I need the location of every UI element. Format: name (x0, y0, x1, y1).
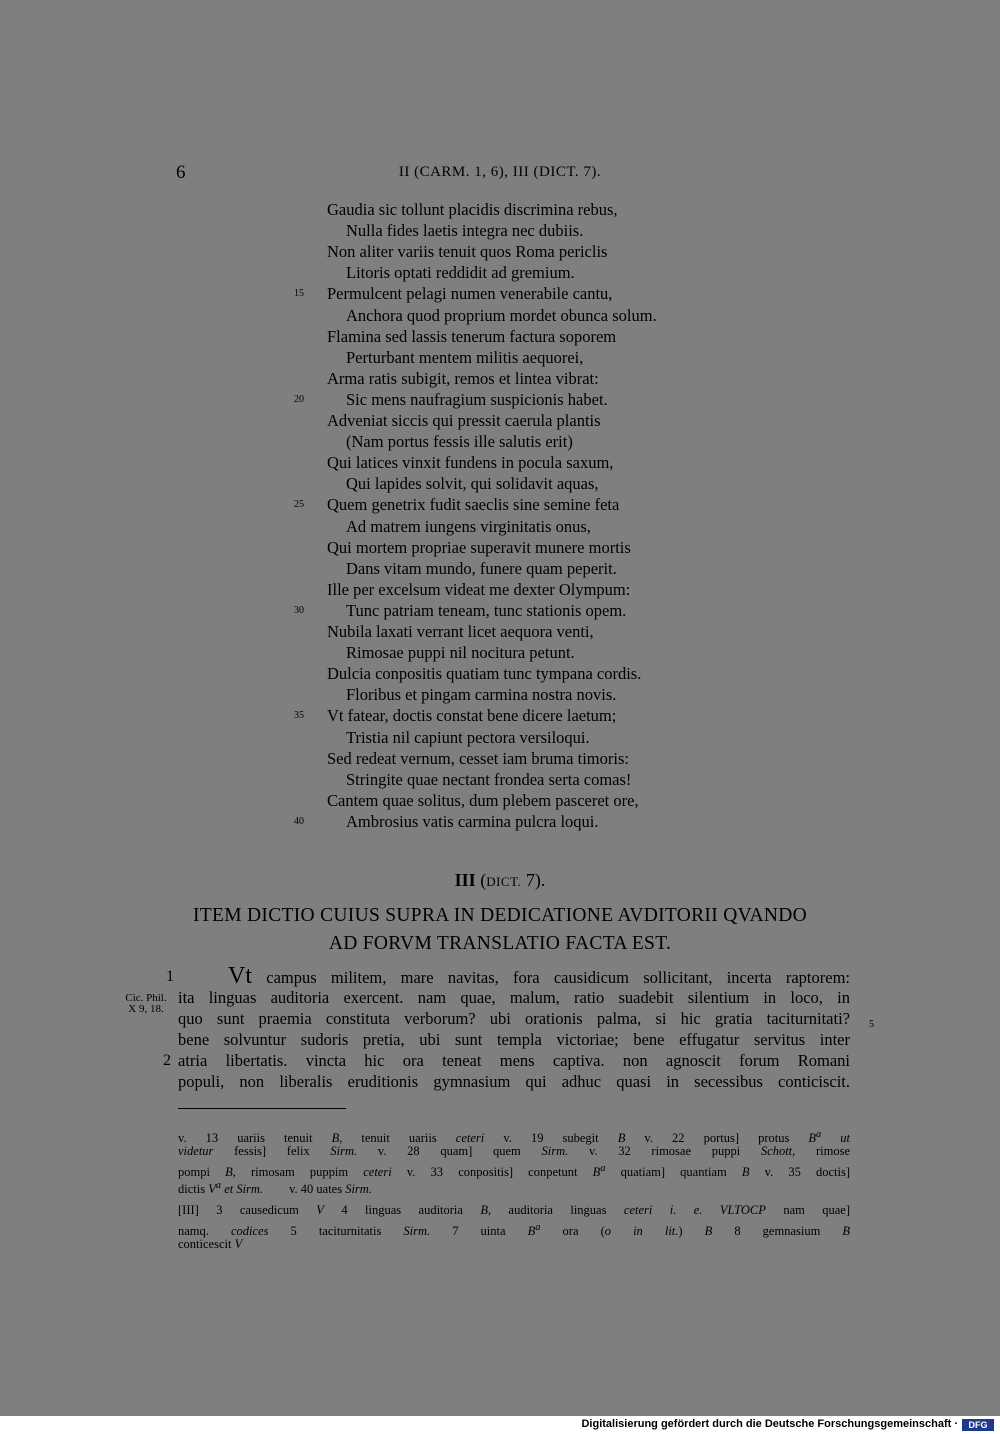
verse-text: Dulcia conpositis quatiam tunc tympana cordis. (327, 664, 642, 683)
section-dict-open: ( (480, 870, 487, 890)
verse-text: Quem genetrix fudit saeclis sine semine feta (327, 495, 620, 514)
verse-text: Cantem quae solitus, dum plebem pasceret ore, (327, 791, 639, 810)
verse-text: Litoris optati reddidit ad gremium. (346, 263, 575, 282)
page-header (0, 162, 1000, 186)
verse-text: Sic mens naufragium suspicionis habet. (346, 390, 608, 409)
apparatus-line: dictis $V^a$ et Sirm. v. 40 uates Sirm. (178, 1180, 372, 1197)
section-heading (0, 870, 1000, 891)
prose-line: quo sunt praemia constituta verborum? ubi orationis palma, si hic gratia taciturnitati? (178, 1009, 850, 1028)
verse-text: Qui mortem propriae superavit munere mortis (327, 538, 631, 557)
verse-text: Permulcent pelagi numen venerabile cantu, (327, 284, 613, 303)
verse-text: Arma ratis subigit, remos et lintea vibrat: (327, 369, 599, 388)
verse-text: Stringite quae nectant frondea serta comas! (346, 770, 632, 789)
running-title: II (CARM. 1, 6), III (DICT. 7). (398, 164, 602, 180)
verse-text: Floribus et pingam carmina nostra novis. (346, 685, 617, 704)
verse-text: Flamina sed lassis tenerum factura soporem (327, 327, 617, 346)
verse-text: Non aliter variis tenuit quos Roma periclis (327, 242, 608, 261)
paragraph-number-1: 1 (166, 968, 174, 985)
initial-letters: Vt (228, 963, 252, 989)
margin-citation: Cic. Phil. X 9, 18. (125, 992, 167, 1015)
verse-text: Anchora quod proprium mordet obunca solum. (346, 306, 657, 325)
verse-text: Gaudia sic tollunt placidis discrimina rebus, (327, 200, 618, 219)
prose-text (178, 963, 850, 1092)
verse-line-number: 20 (294, 394, 304, 405)
prose-line-1-text: campus militem, mare navitas, fora causidicum sollicitant, incerta raptorem: (252, 968, 850, 987)
verse-text: Tunc patriam teneam, tunc stationis opem. (346, 601, 627, 620)
critical-apparatus (178, 1126, 850, 1253)
verse-text: Ad matrem iungens virginitatis onus, (346, 517, 591, 536)
apparatus-line: [III] 3 causedicum V 4 linguas auditoria B, auditoria linguas ceteri i. e. VLTOCP nam quae] (178, 1203, 850, 1217)
verse-text: Adveniat siccis qui pressit caerula plantis (327, 411, 601, 430)
verse-text: Nubila laxati verrant licet aequora venti, (327, 622, 594, 641)
line-number-5: 5 (869, 1019, 874, 1030)
verse-line-number: 40 (294, 816, 304, 827)
prose-line (178, 963, 850, 989)
verse-line-number: 30 (294, 605, 304, 616)
apparatus-line: videtur fessis] felix Sirm. v. 28 quam] quem Sirm. v. 32 rimosae puppi Schott, rimose (178, 1144, 851, 1158)
verse-text: Ille per excelsum videat me dexter Olympum: (327, 580, 631, 599)
verse-line-number: 35 (294, 710, 304, 721)
verse-text: (Nam portus fessis ille salutis erit) (346, 432, 573, 451)
section-numeral: III (454, 870, 476, 890)
verse-text: Qui lapides solvit, qui solidavit aquas, (346, 474, 599, 493)
verse-text: Rimosae puppi nil nocitura petunt. (346, 643, 575, 662)
verse-text: Nulla fides laetis integra nec dubiis. (346, 221, 584, 240)
section-title-line-1: ITEM DICTIO CUIUS SUPRA IN DEDICATIONE AVDITORII QVANDO (193, 905, 807, 926)
funding-notice: Digitalisierung gefördert durch die Deutsche Forschungsgemeinschaft · (581, 1418, 958, 1430)
verse-text: Qui latices vinxit fundens in pocula saxum, (327, 453, 614, 472)
section-dict-close: 7). (521, 870, 546, 890)
dfg-logo: DFG (962, 1419, 994, 1431)
section-dict-label: DICT. (486, 874, 522, 889)
verse-text: Dans vitam mundo, funere quam peperit. (346, 559, 617, 578)
prose-line: atria libertatis. vincta hic ora teneat mens captiva. non agnoscit forum Romani (178, 1051, 850, 1070)
page-number: 6 (176, 162, 186, 183)
prose-line: bene solvuntur sudoris pretia, ubi sunt templa victoriae; bene effugatur servitus inter (178, 1030, 850, 1049)
verse-text: Sed redeat vernum, cesset iam bruma timoris: (327, 749, 629, 768)
verse-line-number: 15 (294, 288, 304, 299)
apparatus-line: v. 13 uariis tenuit B, tenuit uariis ceteri v. 19 subegit B v. 22 portus] protus $B^a$ ut (178, 1129, 851, 1146)
verse-text: Tristia nil capiunt pectora versiloqui. (346, 728, 590, 747)
verse-text: Perturbant mentem militis aequorei, (346, 348, 584, 367)
verse-text: Ambrosius vatis carmina pulcra loqui. (346, 812, 599, 831)
verse-text: Vt fatear, doctis constat bene dicere laetum; (327, 706, 617, 725)
apparatus-line: namq. codices 5 taciturnitatis Sirm. 7 uinta $B^a$ ora (o in lit.) B 8 gemnasium B (178, 1222, 851, 1239)
apparatus-line: conticescit V (178, 1237, 243, 1251)
prose-line: ita linguas auditoria exercent. nam quae, malum, ratio suadebit silentium in loco, in (178, 988, 850, 1007)
prose-line: populi, non liberalis eruditionis gymnasium qui adhuc quasi in secessibus conticiscit. (178, 1072, 850, 1091)
verse-line-number: 25 (294, 499, 304, 510)
section-title-line-2: AD FORVM TRANSLATIO FACTA EST. (328, 933, 672, 954)
footnote-rule (178, 1108, 346, 1109)
paragraph-number-2: 2 (163, 1052, 171, 1069)
footer-bar (0, 1416, 1000, 1434)
apparatus-line: pompi B, rimosam puppim ceteri v. 33 conpositis] conpetunt $B^a$ quatiam] quantiam B v. 35 doctis] (178, 1163, 850, 1180)
